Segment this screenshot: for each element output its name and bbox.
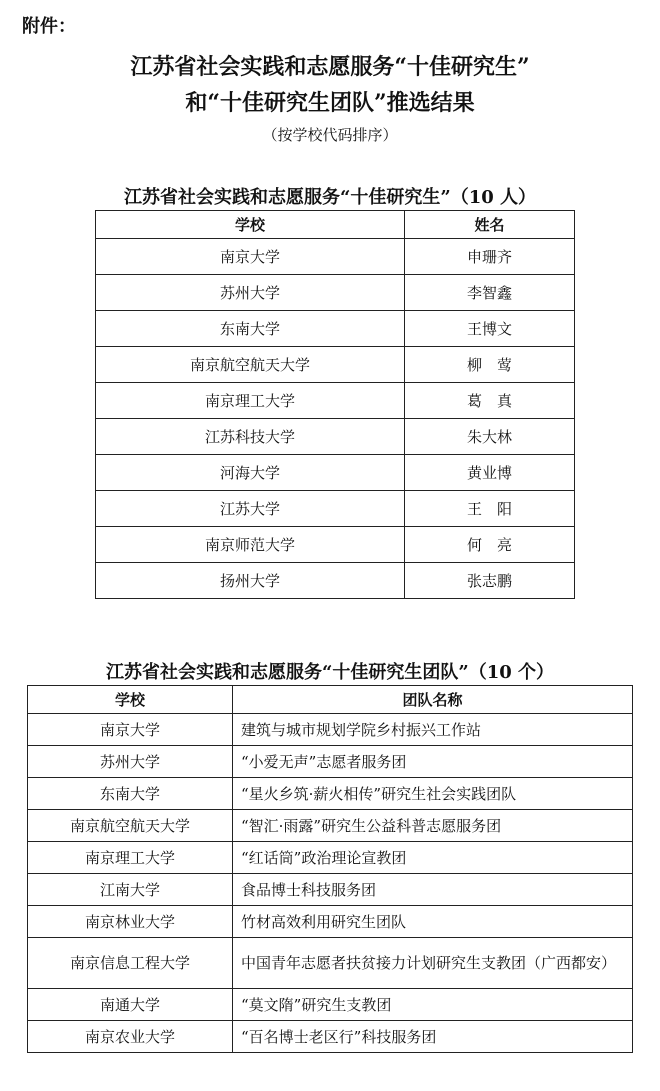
school-cell: 南京信息工程大学 xyxy=(28,938,233,989)
table-row xyxy=(28,714,633,746)
name-cell: 王 阳 xyxy=(405,491,575,527)
team-cell: “红话筒”政治理论宣教团 xyxy=(233,842,633,874)
school-cell: 南京理工大学 xyxy=(28,842,233,874)
school-cell: 扬州大学 xyxy=(96,563,405,599)
name-cell: 何 亮 xyxy=(405,527,575,563)
table-row xyxy=(96,239,575,275)
page-title-line1: 江苏省社会实践和志愿服务“十佳研究生” xyxy=(130,54,530,80)
table-row xyxy=(28,906,633,938)
school-cell: 河海大学 xyxy=(96,455,405,491)
table-row xyxy=(28,989,633,1021)
table-row xyxy=(28,874,633,906)
school-cell: 南京航空航天大学 xyxy=(28,810,233,842)
team-cell: 中国青年志愿者扶贫接力计划研究生支教团（广西都安） xyxy=(233,938,633,989)
team-cell: “百名博士老区行”科技服务团 xyxy=(233,1021,633,1053)
school-cell: 东南大学 xyxy=(96,311,405,347)
table2-caption: 江苏省社会实践和志愿服务“十佳研究生团队”（10 个） xyxy=(105,662,555,683)
name-cell: 朱大林 xyxy=(405,419,575,455)
table-row xyxy=(96,563,575,599)
name-cell: 李智鑫 xyxy=(405,275,575,311)
school-cell: 苏州大学 xyxy=(28,746,233,778)
team-cell: “莫文隋”研究生支教团 xyxy=(233,989,633,1021)
school-cell: 南京师范大学 xyxy=(96,527,405,563)
table-row xyxy=(96,311,575,347)
page-subtitle: （按学校代码排序） xyxy=(262,126,398,144)
team-cell: 建筑与城市规划学院乡村振兴工作站 xyxy=(233,714,633,746)
name-cell: 葛 真 xyxy=(405,383,575,419)
table-row xyxy=(96,383,575,419)
top-graduates-table xyxy=(95,210,575,599)
table-header-row xyxy=(96,211,575,239)
school-cell: 江南大学 xyxy=(28,874,233,906)
table-row xyxy=(96,419,575,455)
table-row xyxy=(96,275,575,311)
table-row xyxy=(28,1021,633,1053)
school-cell: 南京大学 xyxy=(96,239,405,275)
table1-caption: 江苏省社会实践和志愿服务“十佳研究生”（10 人） xyxy=(123,187,537,208)
table-row xyxy=(28,778,633,810)
name-cell: 柳 莺 xyxy=(405,347,575,383)
table-row xyxy=(96,527,575,563)
team-cell: 食品博士科技服务团 xyxy=(233,874,633,906)
table-row xyxy=(28,746,633,778)
school-cell: 江苏大学 xyxy=(96,491,405,527)
team-cell: 竹材高效利用研究生团队 xyxy=(233,906,633,938)
column-header-name: 姓名 xyxy=(405,211,575,239)
school-cell: 南京林业大学 xyxy=(28,906,233,938)
school-cell: 南京农业大学 xyxy=(28,1021,233,1053)
school-cell: 东南大学 xyxy=(28,778,233,810)
table-header-row xyxy=(28,686,633,714)
school-cell: 南京航空航天大学 xyxy=(96,347,405,383)
school-cell: 江苏科技大学 xyxy=(96,419,405,455)
name-cell: 张志鹏 xyxy=(405,563,575,599)
table-row xyxy=(96,347,575,383)
table-row xyxy=(96,455,575,491)
table-row xyxy=(28,810,633,842)
name-cell: 申珊齐 xyxy=(405,239,575,275)
table-row xyxy=(96,491,575,527)
table-row xyxy=(28,938,633,989)
team-cell: “小爱无声”志愿者服务团 xyxy=(233,746,633,778)
attachment-label: 附件： xyxy=(22,16,76,37)
school-cell: 南京理工大学 xyxy=(96,383,405,419)
top-teams-table xyxy=(27,685,633,1053)
name-cell: 王博文 xyxy=(405,311,575,347)
column-header-school: 学校 xyxy=(28,686,233,714)
school-cell: 苏州大学 xyxy=(96,275,405,311)
name-cell: 黄业博 xyxy=(405,455,575,491)
column-header-school: 学校 xyxy=(96,211,405,239)
team-cell: “星火乡筑·薪火相传”研究生社会实践团队 xyxy=(233,778,633,810)
team-cell: “智汇·雨露”研究生公益科普志愿服务团 xyxy=(233,810,633,842)
page-title-line2: 和“十佳研究生团队”推选结果 xyxy=(185,90,475,116)
table-row xyxy=(28,842,633,874)
school-cell: 南通大学 xyxy=(28,989,233,1021)
school-cell: 南京大学 xyxy=(28,714,233,746)
column-header-team: 团队名称 xyxy=(233,686,633,714)
